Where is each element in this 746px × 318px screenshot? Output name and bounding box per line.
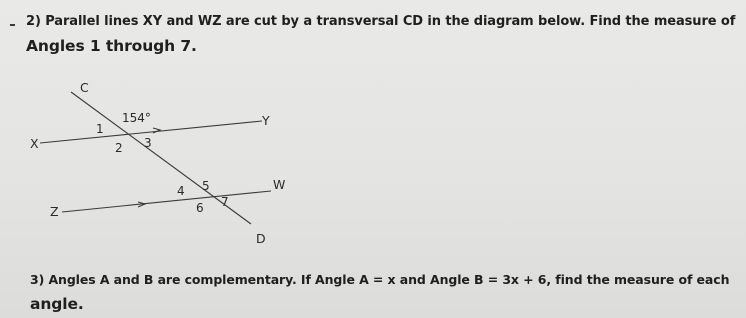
- label-point-c: C: [80, 80, 89, 95]
- label-angle-5: 5: [202, 179, 210, 193]
- label-angle-1: 1: [96, 122, 104, 136]
- label-angle-6: 6: [196, 201, 204, 215]
- problem-3-text-line-1: 3) Angles A and B are complementary. If Angle A = x and Angle B = 3x + 6, find the measure of each: [30, 272, 730, 287]
- label-angle-3: 3: [144, 136, 152, 150]
- label-angle-7: 7: [221, 195, 229, 209]
- label-point-w: W: [273, 177, 286, 192]
- problem-2-text-line-1: 2) Parallel lines XY and WZ are cut by a transversal CD in the diagram below. Find the measure of: [26, 14, 736, 29]
- parallel-arrow-xy: [153, 128, 160, 133]
- label-point-z: Z: [50, 204, 59, 219]
- problem-2-text-line-2: Angles 1 through 7.: [26, 37, 197, 55]
- label-angle-2: 2: [115, 141, 123, 155]
- problem-3-text-line-2: angle.: [30, 295, 84, 313]
- line-zw: [62, 191, 271, 212]
- label-given-angle: 154°: [122, 111, 151, 125]
- label-angle-4: 4: [177, 184, 185, 198]
- label-point-d: D: [256, 231, 266, 246]
- label-point-x: X: [30, 136, 39, 151]
- label-point-y: Y: [262, 113, 270, 128]
